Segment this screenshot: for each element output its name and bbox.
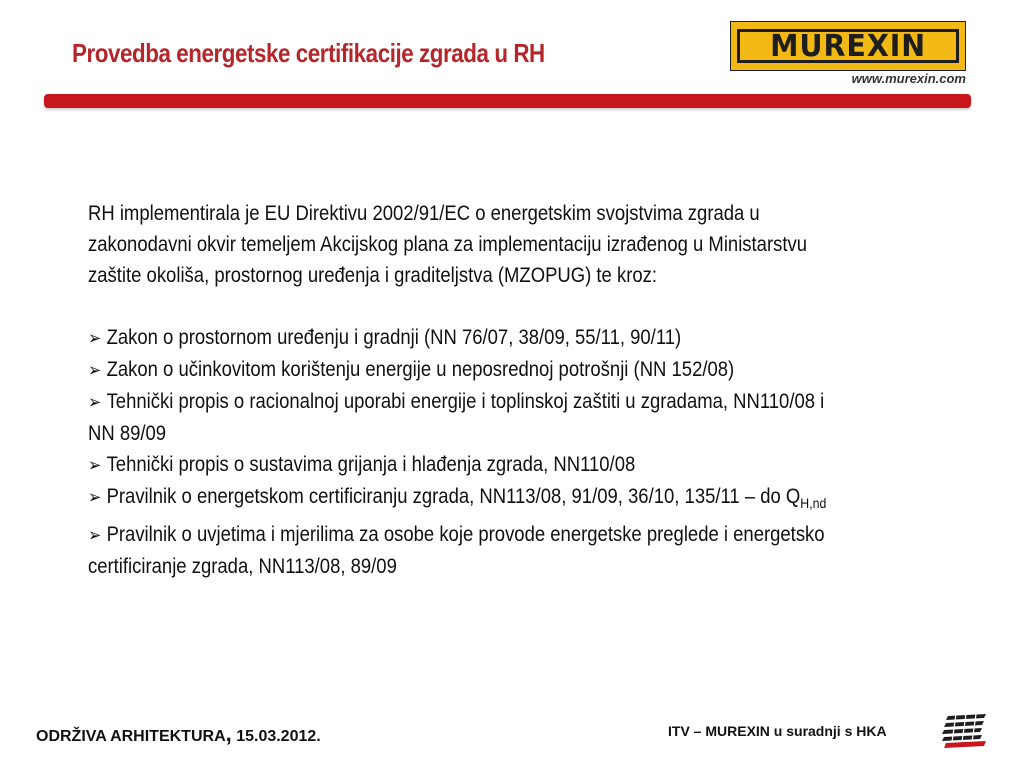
intro-paragraph — [88, 198, 950, 291]
subscript-text: H,nd — [800, 495, 827, 511]
arrow-bullet-icon: ➢ — [88, 525, 102, 545]
arrow-bullet-icon: ➢ — [88, 487, 102, 507]
list-item-text-continued: NN 89/09 — [88, 422, 167, 445]
murexin-logo — [730, 21, 966, 71]
list-item-text: Pravilnik o energetskom certificiranju zgrada, NN113/08, 91/09, 36/10, 135/11 – do Q — [106, 485, 801, 508]
arrow-bullet-icon: ➢ — [88, 455, 102, 475]
intro-line: RH implementirala je EU Direktivu 2002/91/EC o energetskim svojstvima zgrada u — [88, 202, 760, 225]
list-item-text: Zakon o učinkovitom korištenju energije u neposrednoj potrošnji (NN 152/08) — [106, 358, 735, 381]
intro-line: zaštite okoliša, prostornog uređenja i graditeljstva (MZOPUG) te kroz: — [88, 264, 658, 287]
murexin-logo-frame — [737, 29, 959, 63]
slide-title: Provedba energetske certifikacije zgrada u RH — [72, 38, 545, 68]
hka-logo-icon — [942, 712, 990, 748]
footer-comma: , — [225, 721, 232, 746]
list-item-text-continued: certificiranje zgrada, NN113/08, 89/09 — [88, 555, 397, 578]
slide-content — [88, 198, 950, 582]
list-item-text: Pravilnik o uvjetima i mjerilima za osobe koje provode energetske preglede i energetsko — [106, 523, 825, 546]
list-item — [88, 354, 950, 386]
footer-organizer-label: ITV – MUREXIN u suradnji s HKA — [668, 723, 887, 739]
list-item — [88, 481, 950, 519]
arrow-bullet-icon: ➢ — [88, 328, 102, 348]
intro-line: zakonodavni okvir temeljem Akcijskog plana za implementaciju izrađenog u Ministarstvu — [88, 233, 808, 256]
list-item-text: Tehnički propis o sustavima grijanja i hlađenja zgrada, NN110/08 — [106, 453, 636, 476]
arrow-bullet-icon: ➢ — [88, 392, 102, 412]
footer-event-name: ODRŽIVA ARHITEKTURA — [36, 728, 226, 745]
murexin-logo-text: MUREXIN — [769, 28, 927, 64]
header-divider-bar — [44, 94, 971, 108]
list-item — [88, 386, 950, 449]
footer-event-label — [36, 721, 321, 747]
list-item-text: Tehnički propis o racionalnoj uporabi energije i toplinskoj zaštiti u zgradama, NN110/08 i — [106, 390, 825, 413]
website-url: www.murexin.com — [851, 71, 966, 86]
list-item — [88, 519, 950, 582]
arrow-bullet-icon: ➢ — [88, 360, 102, 380]
list-item — [88, 322, 950, 354]
list-item-text: Zakon o prostornom uređenju i gradnji (NN 76/07, 38/09, 55/11, 90/11) — [106, 326, 682, 349]
footer-event-date: 15.03.2012. — [231, 728, 321, 745]
list-item — [88, 449, 950, 481]
